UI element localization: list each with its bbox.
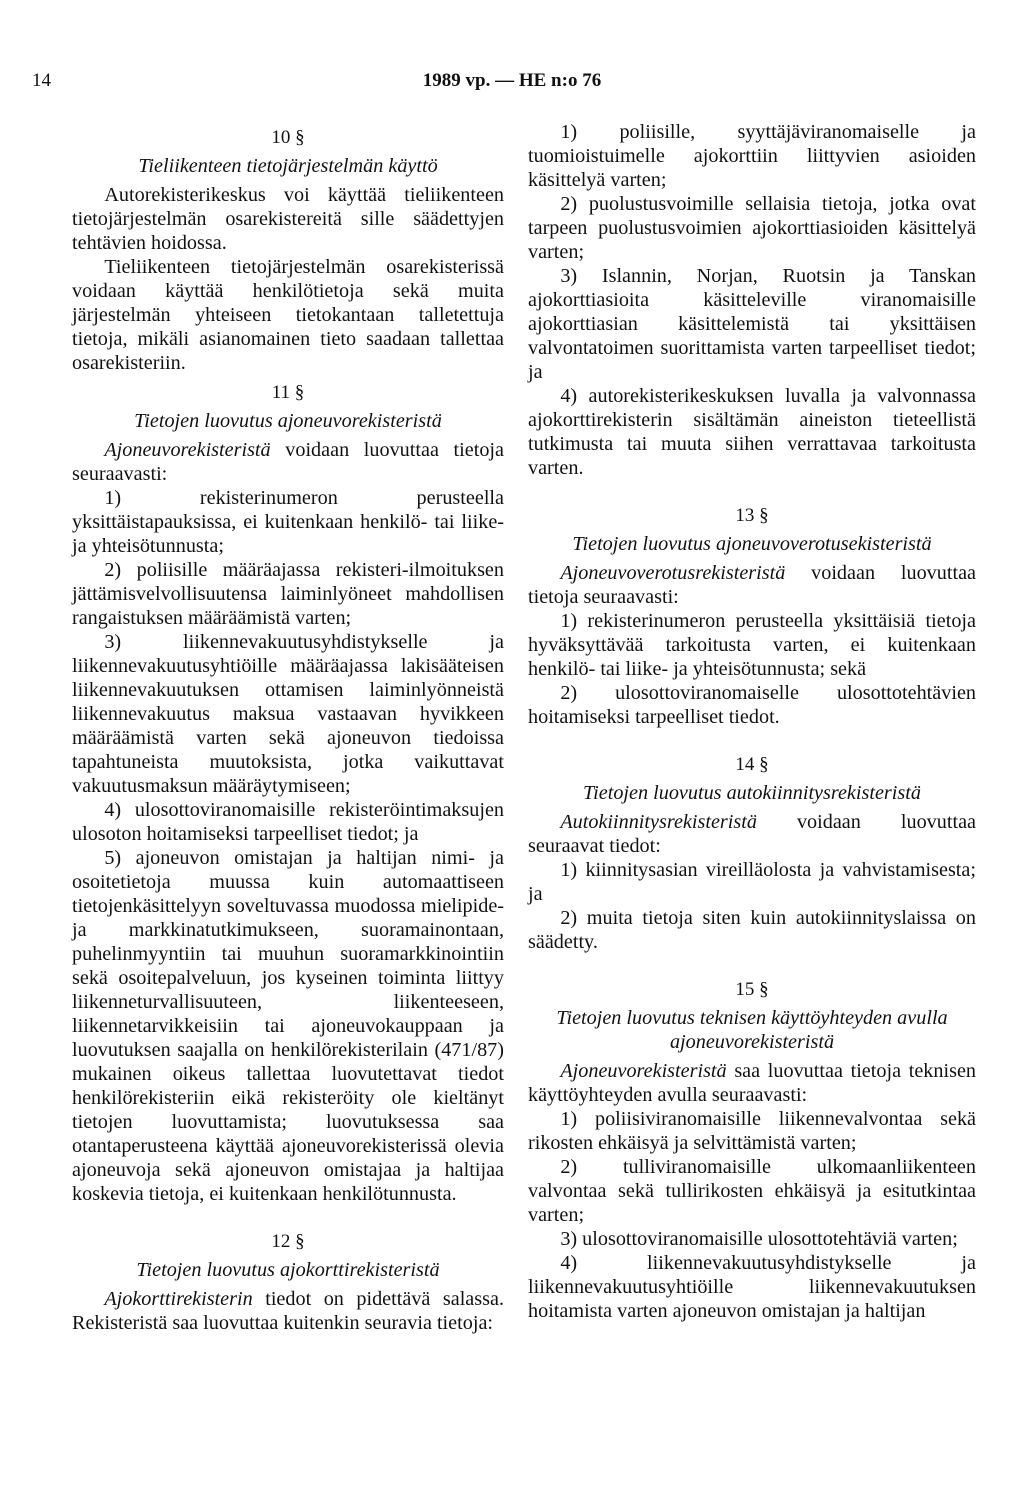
section-number: 11 § (271, 382, 305, 403)
list-item: 3) Islannin, Norjan, Ruotsin ja Tanskan ajokorttiasioita käsitteleville viranomaisille ajokorttiasian käsittelemistä tai yksittäisen valvontatoimen suorittamista varten tarpeelliset tiedot; ja (528, 265, 976, 383)
paragraph (72, 438, 504, 486)
paragraph (528, 1059, 976, 1107)
list-item: 2) tulliviranomaisille ulkomaanliikenteen valvontaa sekä tullirikosten ehkäisyä ja esitutkintaa varten; (528, 1156, 976, 1226)
list-item: 1) rekisterinumeron perusteella yksittäistapauksissa, ei kuitenkaan henkilö- tai liike- ja yhteisötunnusta; (72, 487, 504, 557)
paragraph (528, 810, 976, 858)
page-number: 14 (32, 70, 51, 91)
list-item: 2) puolustusvoimille sellaisia tietoja, jotka ovat tarpeen puolustusvoimien ajokorttiasioiden käsittelyä varten; (528, 193, 976, 263)
section-title: Tietojen luovutus ajoneuvoverotusekisteristä (572, 533, 932, 555)
section-12-heading (72, 1230, 504, 1282)
section-title: Tietojen luovutus ajokorttirekisteristä (136, 1259, 440, 1281)
section-15-heading (528, 978, 976, 1054)
lead-term: Ajokorttirekisterin (104, 1288, 253, 1310)
list-item: 3) ulosottoviranomaisille ulosottotehtäviä varten; (560, 1228, 958, 1250)
section-title: Tietojen luovutus ajoneuvorekisteristä (134, 410, 442, 432)
left-column (72, 120, 504, 1335)
section-number: 12 § (271, 1231, 305, 1252)
list-item: 1) poliisiviranomaisille liikennevalvontaa sekä rikosten ehkäisyä ja selvittämistä varten; (528, 1108, 976, 1154)
paragraph: Tieliikenteen tietojärjestelmän osarekisterissä voidaan käyttää henkilötietoja sekä muita järjestelmän yhteiseen tietokantaan talletettuja tietoja, mikäli asianomainen tieto saadaan tallettaa osarekisteriin. (72, 256, 504, 374)
section-number: 10 § (271, 127, 305, 148)
section-number: 14 § (735, 754, 769, 775)
paragraph-text: voidaan luovuttaa tietoja seuraavasti: (528, 562, 976, 608)
list-item: 2) muita tietoja siten kuin autokiinnityslaissa on säädetty. (528, 907, 976, 953)
list-item: 4) ulosottoviranomaisille rekisteröintimaksujen ulosoton hoitamiseksi tarpeelliset tiedot; ja (72, 799, 504, 845)
section-11-heading (72, 381, 504, 433)
section-14-heading (528, 753, 976, 805)
running-title: 1989 vp. — HE n:o 76 (422, 70, 602, 91)
section-number: 15 § (735, 979, 769, 1000)
list-item: 3) liikennevakuutusyhdistykselle ja liikennevakuutusyhtiöille määräajassa lakisääteisen liikennevakuutuksen ottamisen laiminlyönneistä liikennevakuutus maksua vastaavan hyvikkeen määräämistä varten sekä ajoneuvon tiedoissa tapahtuneista muutoksista, jotka vaikuttavat vakuutusmaksun määräytymiseen; (72, 631, 504, 797)
page-header (32, 70, 992, 100)
section-number: 13 § (735, 505, 769, 526)
section-10-heading (72, 126, 504, 178)
section-title: Tieliikenteen tietojärjestelmän käyttö (138, 155, 438, 177)
lead-term: Autokiinnitysrekisteristä (560, 811, 757, 833)
list-item: 5) ajoneuvon omistajan ja haltijan nimi- ja osoitetietoja muussa kuin automaattiseen tietojenkäsittelyyn soveltuvassa muodossa mielipide- ja markkinatutkimukseen, suoramainontaan, puhelinmyyntiin tai muuhun suoramarkkinointiin sekä osoitepalveluun, jos kyseinen toiminta liittyy liikenneturvallisuuteen, liikenteeseen, liikennetarvikkeisiin tai ajoneuvokauppaan ja luovutuksen saajalla on henkilörekisterilain (471/87) mukainen oikeus tallettaa luovutettavat tiedot henkilörekisteriin eikä rekisteröity ole kieltänyt tietojen luovuttamista; luovutuksessa saa otantaperusteena käyttää ajoneuvorekisterissä olevia ajoneuvoja sekä ajoneuvon omistajaa ja haltijaa koskevia tietoja, ei kuitenkaan henkilötunnusta. (72, 847, 504, 1205)
paragraph-text: tiedot on pidettävä salassa. Rekisteristä saa luovuttaa kuitenkin seuravia tietoja: (72, 1288, 504, 1334)
right-column (528, 120, 976, 1323)
list-item: 2) poliisille määräajassa rekisteri-ilmoituksen jättämisvelvollisuutensa laiminlyöneet mahdollisen rangaistuksen määräämistä varten; (72, 559, 504, 629)
paragraph-text: saa luovuttaa tietoja teknisen käyttöyhteyden avulla seuraavasti: (528, 1060, 976, 1106)
section-title: Tietojen luovutus teknisen käyttöyhteyden avulla ajoneuvorekisteristä (556, 1007, 948, 1053)
paragraph-text: voidaan luovuttaa seuraavat tiedot: (528, 811, 976, 857)
paragraph-text: voidaan luovuttaa tietoja seuraavasti: (72, 439, 504, 485)
paragraph: Autorekisterikeskus voi käyttää tieliikenteen tietojärjestelmän osarekistereitä sille säädettyjen tehtävien hoidossa. (72, 184, 504, 254)
list-item: 1) kiinnitysasian vireilläolosta ja vahvistamisesta; ja (528, 859, 976, 905)
list-item: 4) autorekisterikeskuksen luvalla ja valvonnassa ajokorttirekisterin sisältämän aineiston tieteellistä tutkimusta tai muuta siihen verrattavaa tarkoitusta varten. (528, 385, 976, 479)
list-item: 4) liikennevakuutusyhdistykselle ja liikennevakuutusyhtiöille liikennevakuutuksen hoitamista varten ajoneuvon omistajan ja haltijan (528, 1252, 976, 1322)
paragraph (72, 1287, 504, 1335)
lead-term: Ajoneuvoverotusrekisteristä (560, 562, 786, 584)
section-title: Tietojen luovutus autokiinnitysrekisteristä (583, 782, 921, 804)
section-13-heading (528, 504, 976, 556)
list-item: 2) ulosottoviranomaiselle ulosottotehtävien hoitamiseksi tarpeelliset tiedot. (528, 682, 976, 728)
lead-term: Ajoneuvorekisteristä (104, 439, 271, 461)
paragraph (528, 561, 976, 609)
list-item: 1) poliisille, syyttäjäviranomaiselle ja tuomioistuimelle ajokorttiin liittyvien asioiden käsittelyä varten; (528, 121, 976, 191)
lead-term: Ajoneuvorekisteristä (560, 1060, 727, 1082)
list-item: 1) rekisterinumeron perusteella yksittäisiä tietoja hyväksyttävää tarkoitusta varten, ei kuitenkaan henkilö- tai liike- ja yhteisötunnusta; sekä (528, 610, 976, 680)
